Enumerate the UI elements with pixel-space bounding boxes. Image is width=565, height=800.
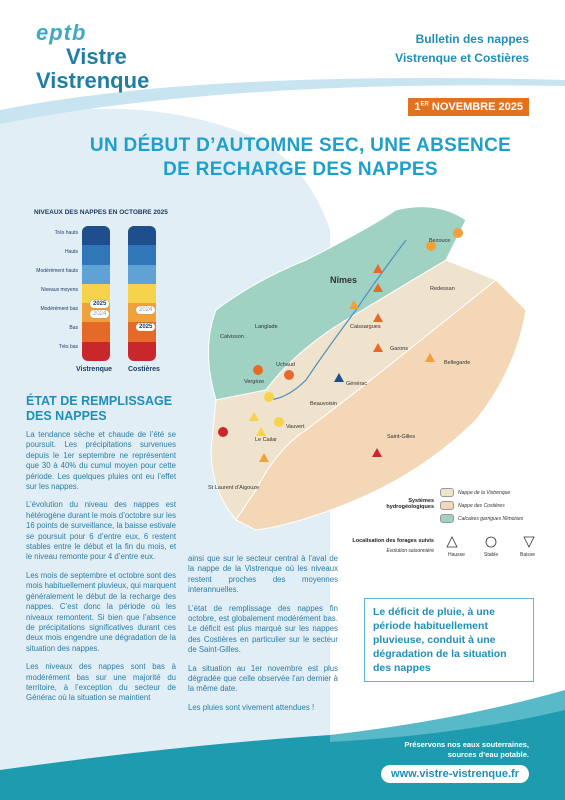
- paragraph: Les pluies sont vivement attendues !: [188, 702, 315, 712]
- legend-swatch: [440, 514, 454, 523]
- legend-item: [440, 512, 523, 525]
- town-label: St Laurent d’Aigouze: [208, 485, 260, 491]
- gauge-segment: [82, 322, 110, 341]
- section-title: [26, 394, 172, 424]
- baisse-icon: [524, 537, 534, 547]
- gauge-name-vistrenque: Vistrenque: [76, 366, 113, 373]
- footer-slogan: [404, 740, 529, 760]
- town-label: Bellegarde: [444, 360, 471, 366]
- town-label: Garons: [390, 346, 409, 352]
- gauge-segment: [82, 265, 110, 284]
- main-title-line1: UN DÉBUT D’AUTOMNE SEC, UNE ABSENCE: [89, 135, 512, 156]
- level-label: Hauts: [64, 249, 78, 255]
- callout-box: Le déficit de pluie, à une période habituellement pluvieuse, conduit à une dégradation de la situation des nappes: [364, 598, 534, 682]
- legend-swatch: [440, 501, 454, 510]
- date-suffix: ER: [420, 101, 429, 108]
- gauge-name-costieres: Costières: [128, 366, 160, 373]
- footer-slogan-line1: Préservons nos eaux souterraines,: [404, 740, 529, 749]
- town-label: Uchaud: [276, 362, 295, 368]
- station-marker: [453, 228, 463, 238]
- town-label: Vauvert: [286, 424, 305, 430]
- legend-forages-label: Localisation des forages suivis: [352, 538, 434, 544]
- town-label: Redessan: [430, 286, 455, 292]
- logo: [36, 22, 149, 92]
- legend-label: Nappe de la Vistrenque: [458, 489, 511, 496]
- paragraph: La tendance sèche et chaude de l’été se poursuit. Les précipitations survenues depuis le 1er septembre ne représentent que 30 à 40% du cumul moyen pour cette période. Les quelques pluies ont eu l’effet sur les nappes.: [26, 430, 176, 492]
- footer-slogan-line2: sources d’eau potable.: [447, 750, 529, 759]
- level-label: Modérément bas: [40, 306, 78, 312]
- town-label: Nîmes: [330, 275, 358, 285]
- section-title-line1: ÉTAT DE REMPLISSAGE: [26, 394, 173, 408]
- level-label: Niveaux moyens: [41, 287, 78, 293]
- main-title: [18, 134, 565, 182]
- main-title-line2: DE RECHARGE DES NAPPES: [163, 159, 438, 180]
- legend-evolution-icons: [446, 536, 536, 550]
- town-label: Générac: [346, 381, 368, 387]
- town-label: Bezouce: [429, 238, 451, 244]
- paragraph: Les mois de septembre et octobre sont des mois habituellement pluvieux, qui marquent généralement le début de la recharge des nappes. C’est donc la période où les niveaux remontent. Si bien que l’absence de précipitations significatives durant ces deux mois engendre une dégradation de la situation des nappes.: [26, 570, 176, 653]
- station-marker: [218, 427, 228, 437]
- gauge-costieres: [128, 226, 156, 361]
- section-title-line2: DES NAPPES: [26, 409, 107, 423]
- legend-label: Nappe des Costières: [458, 502, 505, 509]
- gauge-segment: [82, 245, 110, 264]
- date-month-year: NOVEMBRE 2025: [428, 101, 523, 113]
- levels-title: NIVEAUX DES NAPPES EN OCTOBRE 2025: [34, 209, 168, 216]
- costieres-current-marker: 2025: [136, 323, 155, 331]
- gauge-segment: [128, 245, 156, 264]
- station-marker: [284, 370, 294, 380]
- level-label: Très bas: [58, 344, 78, 350]
- legend-hausse: Hausse: [448, 552, 465, 558]
- level-label: Modérément hauts: [36, 268, 78, 274]
- gauge-segment: [82, 226, 110, 245]
- vistrenque-previous-marker: 2024: [90, 310, 109, 318]
- gauge-segment: [128, 284, 156, 303]
- bulletin-title: [395, 30, 529, 68]
- town-label: Vergèze: [244, 379, 265, 385]
- legend-item: [440, 486, 523, 499]
- stable-icon: [486, 537, 496, 547]
- town-label: Calvisson: [220, 334, 244, 340]
- level-label: Très hauts: [54, 230, 78, 236]
- legend-item: [440, 499, 523, 512]
- level-label: Bas: [69, 325, 78, 331]
- paragraph: L’état de remplissage des nappes fin octobre, est globalement modérément bas. Le déficit est plus marqué sur les nappes des Costières en particulier sur le secteur de Saint-Gilles.: [188, 603, 338, 655]
- date-day: 1: [414, 101, 421, 113]
- paragraph: La situation au 1er novembre est plus dégradée que celle observée l’an dernier à la même date.: [188, 663, 338, 694]
- town-label: Saint-Gilles: [387, 434, 416, 440]
- gauge-segment: [128, 265, 156, 284]
- middle-column: [188, 554, 338, 721]
- costieres-previous-marker: 2024: [136, 306, 155, 314]
- logo-line2: Vistrenque: [36, 68, 150, 93]
- bulletin-line1: Bulletin des nappes: [415, 32, 529, 46]
- paragraph: ainsi que sur le secteur central à l’aval de la nappe de la Vistrenque où les niveaux restent proches des moyennes interannuelles.: [188, 554, 338, 595]
- gauge-segment: [128, 226, 156, 245]
- town-label: Le Cailar: [255, 437, 278, 443]
- gauge-segment: [82, 342, 110, 361]
- legend-baisse: Baisse: [520, 552, 536, 558]
- paragraph: Les niveaux des nappes sont bas à modérément bas sur une majorité du territoire, à l’exception du secteur de Générac où la situation se maintient: [26, 662, 176, 703]
- legend-evolution-label: Evolution saisonnière: [386, 548, 434, 554]
- station-marker: [274, 417, 284, 427]
- bulletin-line2: Vistrenque et Costières: [395, 51, 529, 65]
- vistrenque-current-marker: 2025: [90, 300, 109, 308]
- gauge-vistrenque: [82, 226, 110, 361]
- date-badge: [408, 98, 529, 116]
- legend-systems: [440, 486, 523, 525]
- station-marker: [253, 365, 263, 375]
- legend-stable: Stable: [484, 552, 499, 558]
- website-link[interactable]: www.vistre-vistrenque.fr: [381, 765, 529, 783]
- town-label: Beauvoisin: [310, 401, 337, 407]
- legend-label: Calcaires garrigues Nîmoises: [458, 515, 524, 522]
- town-label: Caissargues: [350, 324, 381, 330]
- levels-scale: [26, 230, 78, 363]
- left-column: [26, 430, 176, 712]
- legend-systems-label: Systèmes hydrogéologiques: [386, 498, 434, 510]
- station-marker: [264, 392, 274, 402]
- logo-line1: Vistre: [66, 44, 127, 69]
- town-label: Langlade: [255, 324, 278, 330]
- logo-mark: eptb: [36, 20, 87, 45]
- legend-swatch: [440, 488, 454, 497]
- gauge-segment: [128, 342, 156, 361]
- paragraph: L’évolution du niveau des nappes est hétérogène durant le mois d’octobre sur les 16 points de surveillance, la baisse estivale se poursuit pour 6 d’entre eux, 6 restent stables entre le début et la fin du mois, et le niveau remonte pour 4 d’entre eux.: [26, 500, 176, 562]
- hausse-icon: [447, 537, 457, 547]
